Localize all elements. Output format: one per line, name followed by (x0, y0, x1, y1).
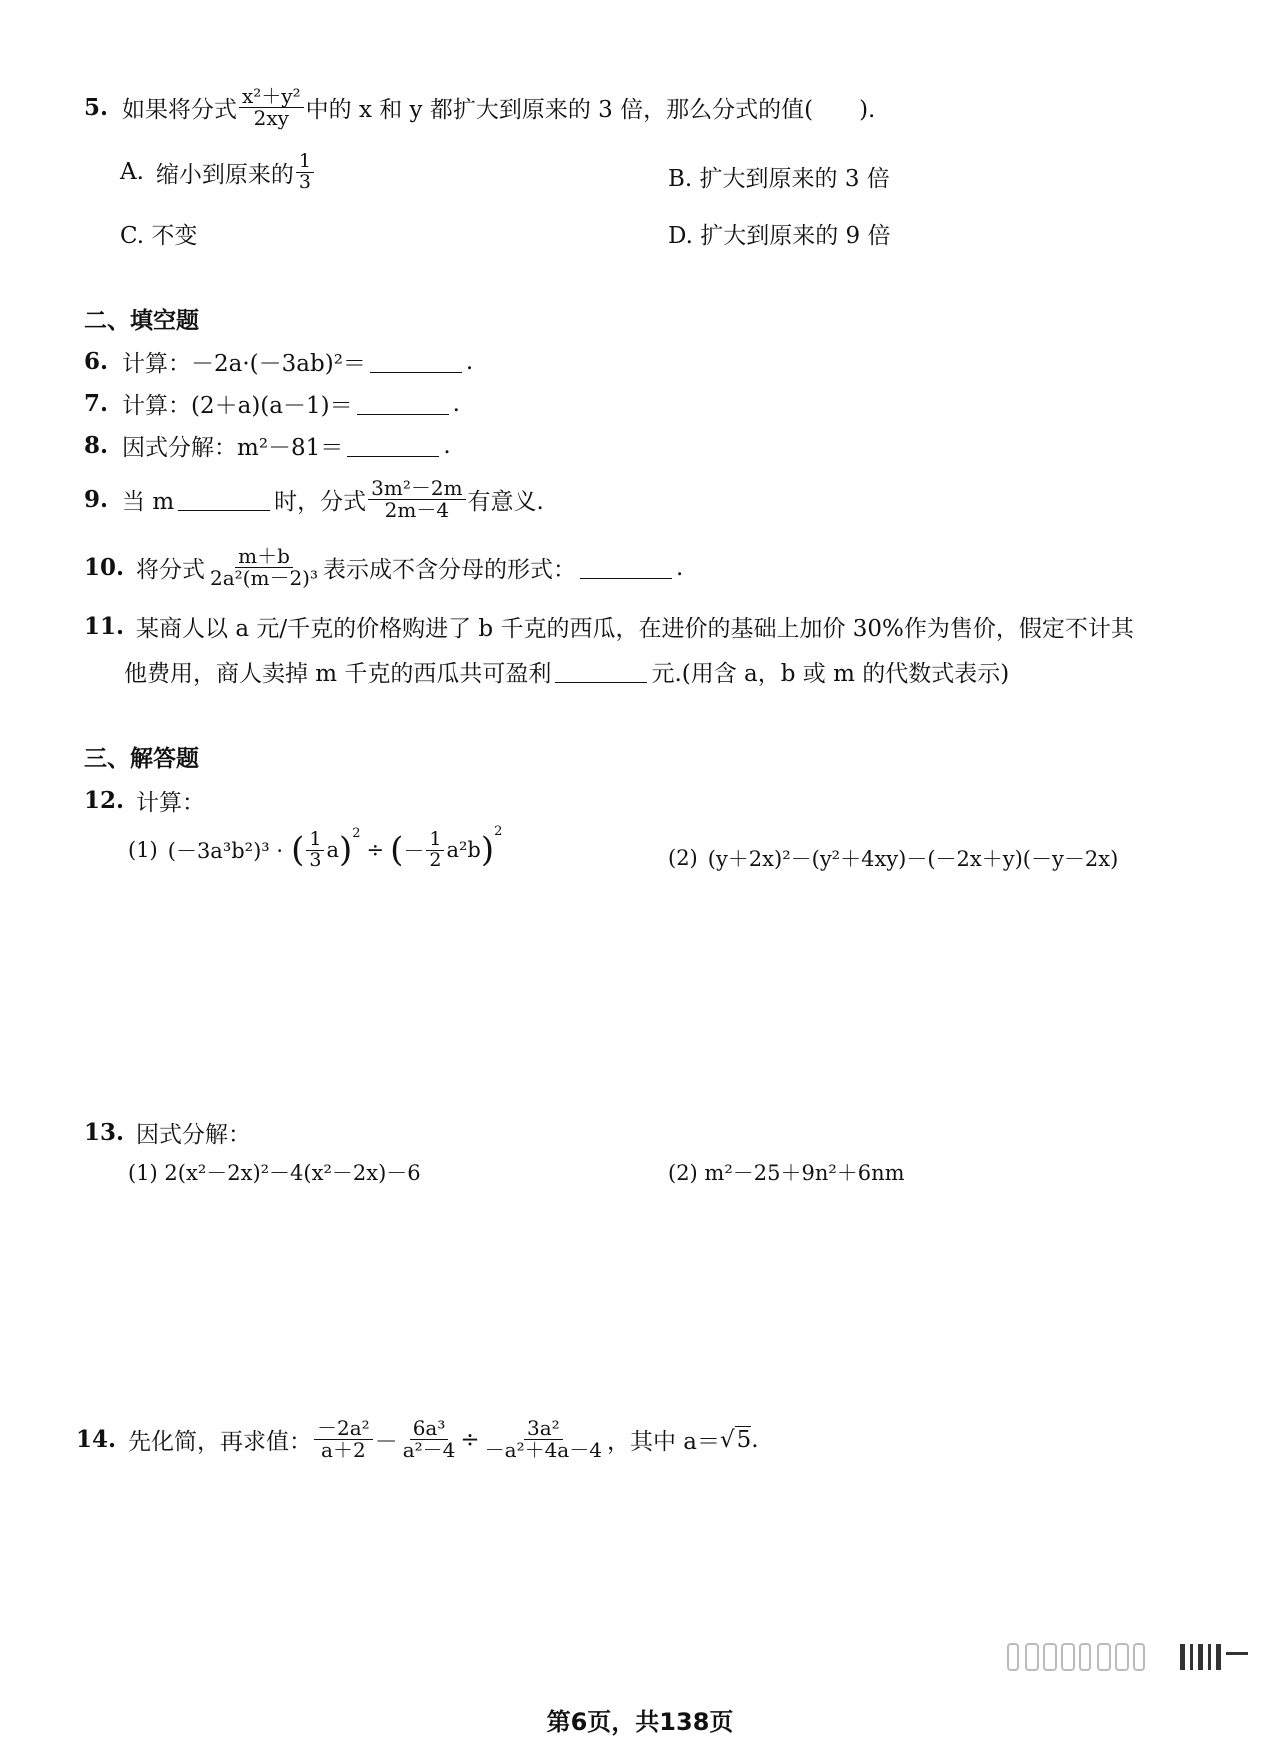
question-text: 计算：－2a·(－3ab)²＝ (122, 351, 366, 377)
section-heading: 二、填空题 (84, 308, 199, 334)
fraction-denominator: －a²＋4a－4 (484, 1438, 602, 1462)
exponent: 2 (494, 824, 503, 839)
question-13-part-2: (2) m²－25＋9n²＋6nm (668, 1161, 905, 1185)
period: . (443, 432, 451, 459)
question-number: 7. (84, 390, 109, 417)
choice-a (120, 152, 316, 193)
fraction-numerator: 1 (296, 152, 314, 173)
scan-marks-decoration (1000, 1638, 1260, 1678)
right-paren: ) (480, 830, 495, 871)
question-11-line-1 (84, 610, 1134, 643)
question-number: 9. (84, 486, 109, 513)
question-text: 先化简，再求值： (128, 1429, 313, 1455)
fraction (306, 830, 324, 871)
page-footer: 第6页，共138页 (546, 1708, 734, 1736)
fraction-numerator: －2a² (314, 1418, 373, 1440)
fraction-denominator: 2a²(m－2)³ (210, 566, 318, 590)
fraction (207, 546, 321, 589)
question-number: 8. (84, 432, 109, 459)
question-7 (84, 387, 460, 420)
question-10 (84, 546, 683, 589)
question-11-line-2 (124, 655, 1009, 688)
fraction-numerator: 3m²－2m (368, 478, 465, 500)
choice-b: B. 扩大到原来的 3 倍 (668, 166, 890, 192)
question-text: 有意义. (467, 489, 544, 515)
fraction-denominator: 2m－4 (384, 498, 450, 522)
question-6 (84, 345, 473, 378)
question-number: 11. (84, 613, 125, 640)
sqrt-value: 5 (736, 1427, 752, 1453)
operator: ÷ (460, 1426, 480, 1453)
question-text: 表示成不含分母的形式： (323, 557, 576, 583)
variable: a²b (446, 838, 481, 863)
question-text: ，其中 a＝ (606, 1429, 720, 1455)
operator: － (374, 1429, 398, 1455)
question-13-part-1: (1) 2(x²－2x)²－4(x²－2x)－6 (128, 1161, 421, 1185)
answer-blank (370, 350, 462, 373)
sqrt-sign: √ (720, 1426, 735, 1453)
choice-c: C. 不变 (120, 223, 198, 249)
choice-d: D. 扩大到原来的 9 倍 (668, 223, 891, 249)
question-number: 5. (84, 94, 109, 121)
question-9 (84, 478, 544, 521)
question-text: 如果将分式 (122, 97, 238, 123)
fraction-denominator: 2 (429, 848, 442, 871)
fraction-numerator: x²＋y² (239, 86, 304, 108)
choice-text: 缩小到原来的 (155, 161, 294, 188)
right-paren: ) (338, 830, 353, 871)
question-8 (84, 429, 451, 462)
left-paren: ( (390, 830, 404, 871)
fraction (482, 1418, 605, 1461)
fraction-denominator: 3 (298, 170, 312, 193)
part-label: (1) (128, 838, 158, 863)
question-text: 计算： (136, 790, 206, 816)
question-number: 6. (84, 348, 109, 375)
fraction-numerator: 3a² (524, 1418, 563, 1440)
fraction-numerator: 1 (306, 830, 324, 851)
choice-label: A. (120, 159, 144, 186)
question-text: 元.(用含 a，b 或 m 的代数式表示) (651, 661, 1010, 687)
fraction-denominator: 3 (309, 848, 322, 871)
answer-blank (178, 488, 270, 511)
fraction-denominator: a＋2 (321, 1438, 366, 1462)
period: . (751, 1426, 759, 1453)
question-text: 某商人以 a 元/千克的价格购进了 b 千克的西瓜，在进价的基础上加价 30%作为售价，假定不计其 (136, 616, 1134, 642)
question-text: 因式分解： (136, 1122, 252, 1148)
question-12-part-2 (668, 843, 1118, 873)
question-number: 10. (84, 554, 125, 581)
fraction (368, 478, 465, 521)
question-5 (84, 86, 875, 129)
question-text: 将分式 (136, 557, 206, 583)
expression: (y＋2x)²－(y²＋4xy)－(－2x＋y)(－y－2x) (707, 847, 1119, 871)
question-14 (76, 1418, 759, 1461)
question-text: 计算：(2＋a)(a－1)＝ (122, 393, 353, 419)
question-12 (84, 784, 205, 817)
exponent: 2 (352, 826, 361, 841)
fraction-numerator: 6a³ (410, 1418, 449, 1440)
question-number: 13. (84, 1119, 125, 1146)
operator: － (403, 839, 425, 864)
fraction (296, 152, 314, 193)
fraction-numerator: m＋b (235, 546, 293, 568)
fraction (400, 1418, 459, 1461)
question-number: 14. (76, 1426, 117, 1453)
operator: ÷ (366, 838, 385, 863)
question-13 (84, 1116, 251, 1149)
answer-blank (555, 660, 647, 683)
fraction-denominator: a²－4 (402, 1438, 456, 1462)
question-number: 12. (84, 787, 125, 814)
fraction (314, 1418, 373, 1461)
fraction-denominator: 2xy (253, 106, 289, 130)
section-heading: 三、解答题 (84, 746, 199, 772)
answer-blank (580, 556, 672, 579)
left-paren: ( (291, 830, 305, 871)
question-text: 当 m (122, 489, 175, 515)
question-text: 时，分式 (274, 489, 367, 515)
question-text: 中的 x 和 y 都扩大到原来的 3 倍，那么分式的值( ). (305, 97, 876, 123)
answer-blank (357, 392, 449, 415)
part-label: (2) (668, 846, 698, 870)
fraction-numerator: 1 (426, 830, 444, 851)
fraction (426, 830, 444, 871)
period: . (676, 554, 684, 581)
fraction (239, 86, 304, 129)
answer-blank (347, 434, 439, 457)
period: . (452, 390, 460, 417)
question-text: 因式分解：m²－81＝ (122, 435, 344, 461)
question-12-part-1 (128, 824, 503, 871)
expression: (－3a³b²)³ · (167, 839, 284, 864)
question-text: 他费用，商人卖掉 m 千克的西瓜共可盈利 (124, 661, 552, 687)
variable: a (326, 838, 339, 863)
period: . (465, 348, 474, 375)
